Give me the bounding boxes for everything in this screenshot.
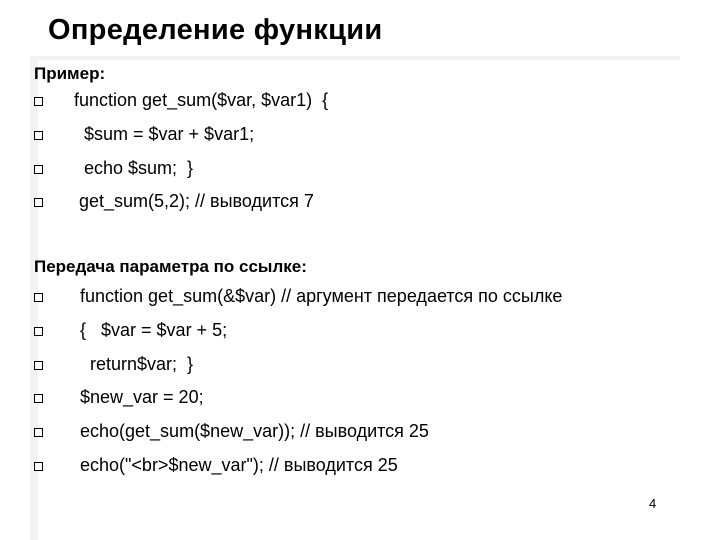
hollow-square-bullet-icon (34, 361, 43, 370)
section-heading-example: Пример: (34, 64, 106, 83)
code-line: function get_sum($var, $var1) { (74, 90, 329, 110)
code-line: $new_var = 20; (80, 387, 204, 407)
code-line: echo $sum; } (74, 158, 194, 178)
code-line: { $var = $var + 5; (80, 320, 228, 340)
hollow-square-bullet-icon (34, 462, 43, 471)
hollow-square-bullet-icon (34, 394, 43, 403)
code-line: $sum = $var + $var1; (74, 124, 255, 144)
code-line: return$var; } (80, 354, 194, 374)
hollow-square-bullet-icon (34, 327, 43, 336)
hollow-square-bullet-icon (34, 97, 43, 106)
hollow-square-bullet-icon (34, 198, 43, 207)
hollow-square-bullet-icon (34, 293, 43, 302)
hollow-square-bullet-icon (34, 131, 43, 140)
code-line: echo("<br>$new_var"); // выводится 25 (80, 455, 398, 475)
code-line: echo(get_sum($new_var)); // выводится 25 (80, 421, 429, 441)
hollow-square-bullet-icon (34, 165, 43, 174)
hollow-square-bullet-icon (34, 428, 43, 437)
section-heading-by-reference: Передача параметра по ссылке: (34, 257, 307, 276)
page-number: 4 (649, 496, 657, 511)
slide-title: Определение функции (48, 14, 383, 46)
code-line: get_sum(5,2); // выводится 7 (74, 191, 314, 211)
code-line: function get_sum(&$var) // аргумент передается по ссылке (80, 286, 563, 306)
